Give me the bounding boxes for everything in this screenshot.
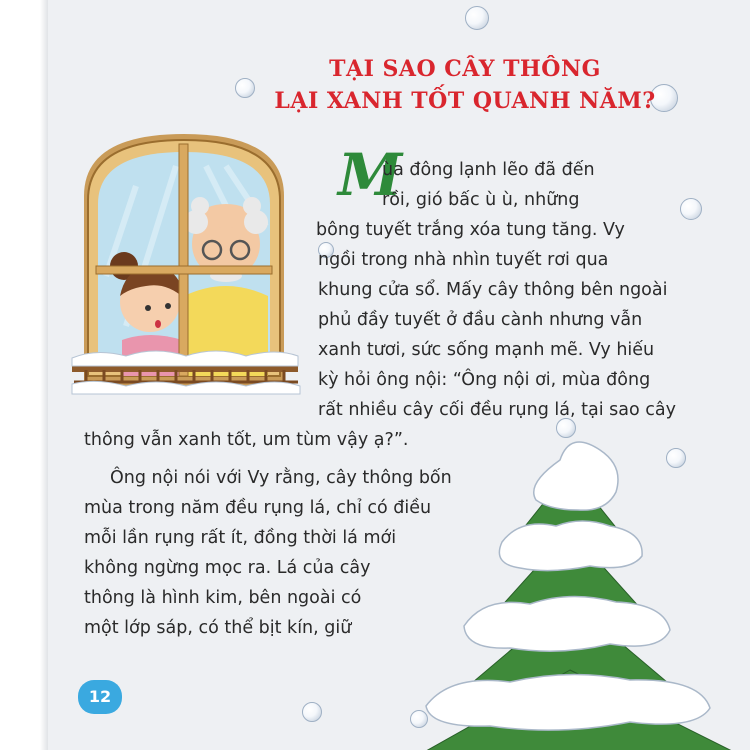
paragraph-1-line: kỳ hỏi ông nội: “Ông nội ơi, mùa đông [318, 370, 651, 390]
paragraph-2-line: mỗi lần rụng rất ít, đồng thời lá mới [84, 528, 397, 548]
snow-bubble-icon [302, 702, 322, 722]
snow-bubble-icon [680, 198, 702, 220]
paragraph-1-line: ngồi trong nhà nhìn tuyết rơi qua [318, 250, 609, 270]
paragraph-1-line: bông tuyết trắng xóa tung tăng. Vy [316, 220, 625, 240]
paragraph-2-line: mùa trong năm đều rụng lá, chỉ có điều [84, 498, 432, 518]
paragraph-2-line: không ngừng mọc ra. Lá của cây [84, 558, 371, 578]
paragraph-2-line: Ông nội nói với Vy rằng, cây thông bốn [110, 468, 452, 488]
paragraph-1-line: ùa đông lạnh lẽo đã đến [382, 160, 595, 180]
snowy-pine-tree-illustration [410, 430, 750, 750]
paragraph-2-line: thông là hình kim, bên ngoài có [84, 588, 362, 608]
paragraph-2-line: một lớp sáp, có thể bịt kín, giữ [84, 618, 352, 638]
drop-cap-letter: M [338, 141, 403, 209]
paragraph-1-line: rất nhiều cây cối đều rụng lá, tại sao cây [318, 400, 676, 420]
page-title-line-2: LẠI XANH TỐT QUANH NĂM? [274, 88, 656, 114]
paragraph-1-line: xanh tươi, sức sống mạnh mẽ. Vy hiếu [318, 340, 655, 360]
page-title-line-1: TẠI SAO CÂY THÔNG [329, 56, 601, 82]
page-number-badge: 12 [78, 680, 122, 714]
paragraph-1-line: thông vẫn xanh tốt, um tùm vậy ạ?”. [84, 430, 409, 450]
window-illustration [66, 126, 336, 396]
snow-bubble-icon [465, 6, 489, 30]
paragraph-1-line: rồi, gió bấc ù ù, những [382, 190, 580, 210]
paragraph-1-line: khung cửa sổ. Mấy cây thông bên ngoài [318, 280, 668, 300]
paragraph-1-line: phủ đầy tuyết ở đầu cành nhưng vẫn [318, 310, 643, 330]
